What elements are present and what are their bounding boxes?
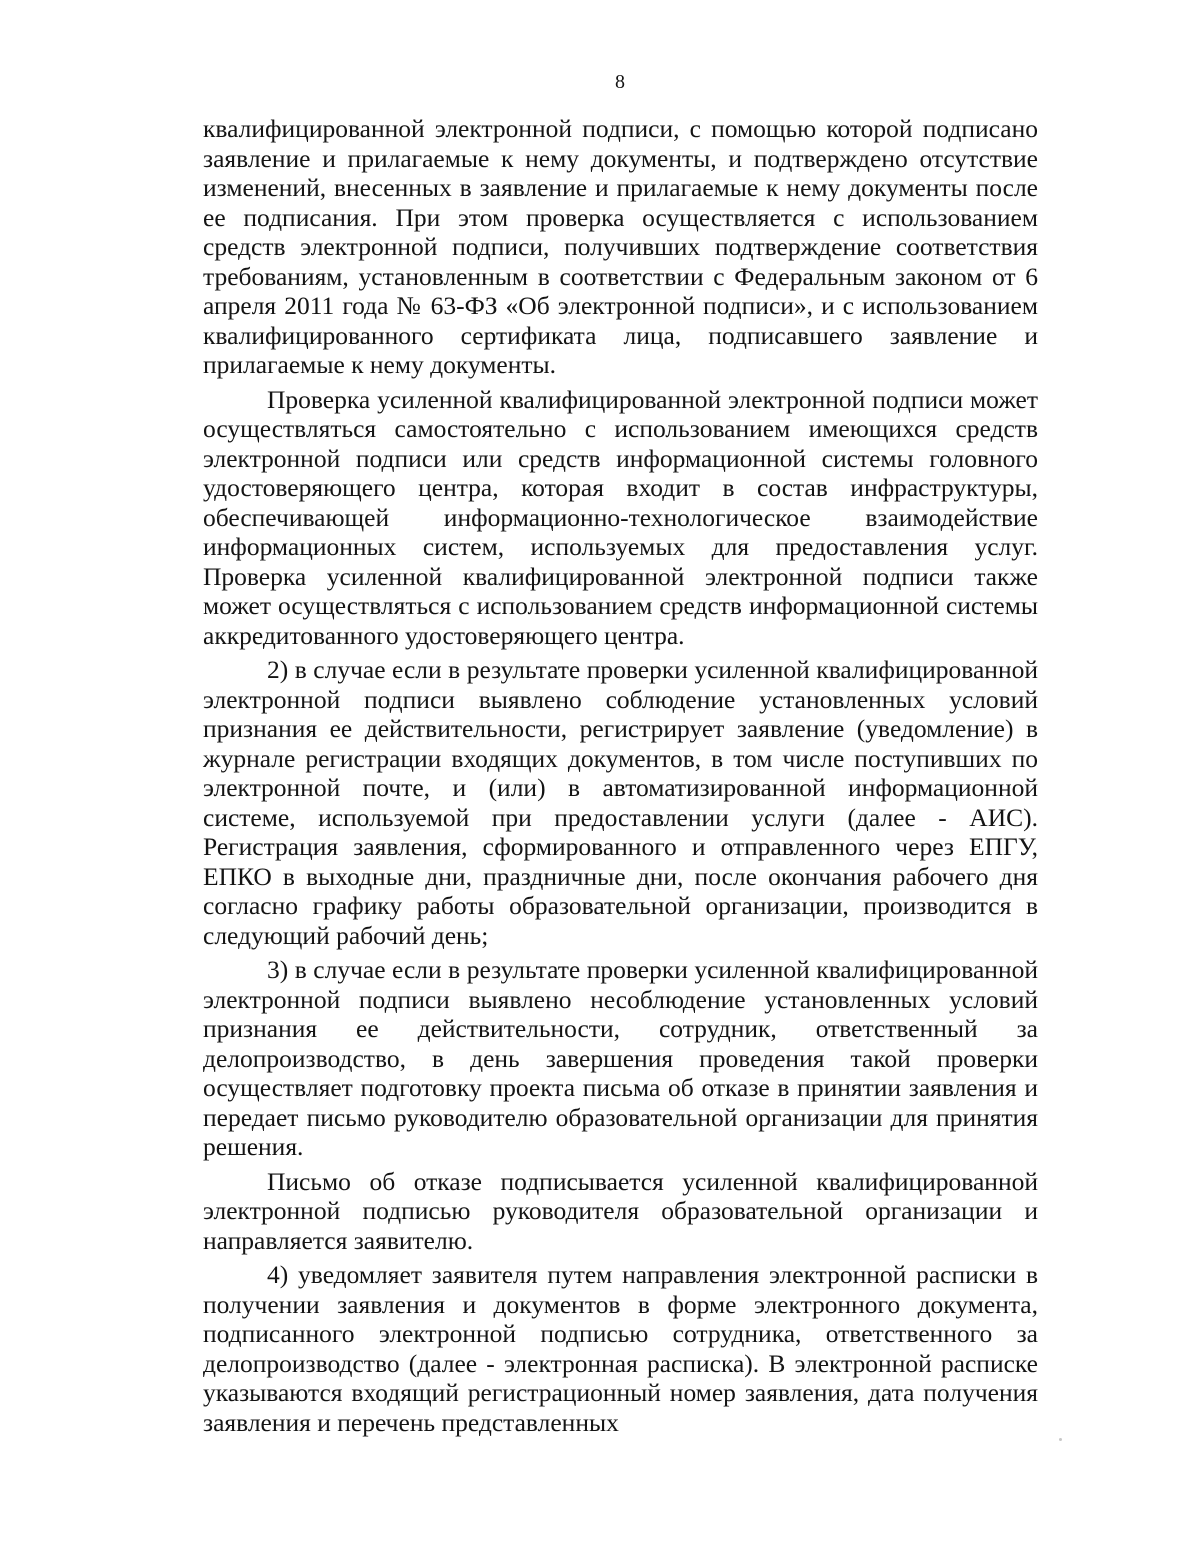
scan-dot [1059, 1438, 1062, 1441]
list-item-4: 4) уведомляет заявителя путем направления электронной расписки в получении заявления и документов в форме электронного документа, подписанного электронной подписью сотрудника, ответственного за делопроизводство (далее - электронная расписка). В электронной расписке указываются входящий регистрационный номер заявления, дата получения заявления и перечень представленных [203, 1260, 1038, 1437]
list-item-3: 3) в случае если в результате проверки усиленной квалифицированной электронной подписи выявлено несоблюдение установленных условий признания ее действительности, сотрудник, ответственный за делопроизводство, в день завершения проведения такой проверки осуществляет подготовку проекта письма об отказе в принятии заявления и передает письмо руководителю образовательной организации для принятия решения. [203, 955, 1038, 1161]
paragraph-continuation: квалифицированной электронной подписи, с помощью которой подписано заявление и прилагаемые к нему документы, и подтверждено отсутствие изменений, внесенных в заявление и прилагаемые к нему документы после ее подписания. При этом проверка осуществляется с использованием средств электронной подписи, получивших подтверждение соответствия требованиям, установленным в соответствии с Федеральным законом от 6 апреля 2011 года № 63-ФЗ «Об электронной подписи», и с использованием квалифицированного сертификата лица, подписавшего заявление и прилагаемые к нему документы. [203, 114, 1038, 379]
paragraph-signature-verification: Проверка усиленной квалифицированной электронной подписи может осуществляться самостоятельно с использованием имеющихся средств электронной подписи или средств информационной системы головного удостоверяющего центра, которая входит в состав инфраструктуры, обеспечивающей информационно-технологическое взаимодействие информационных систем, используемых для предоставления услуг. Проверка усиленной квалифицированной электронной подписи также может осуществляться с использованием средств информационной системы аккредитованного удостоверяющего центра. [203, 384, 1038, 650]
list-item-2: 2) в случае если в результате проверки усиленной квалифицированной электронной подписи выявлено соблюдение установленных условий признания ее действительности, регистрирует заявление (уведомление) в журнале регистрации входящих документов, в том числе поступивших по электронной почте, и (или) в автоматизированной информационной системе, используемой при предоставлении услуги (далее - АИС). Регистрация заявления, сформированного и отправленного через ЕПГУ, ЕПКО в выходные дни, праздничные дни, после окончания рабочего дня согласно графику работы образовательной организации, производится в следующий рабочий день; [203, 655, 1038, 950]
paragraph-refusal-letter: Письмо об отказе подписывается усиленной квалифицированной электронной подписью руководителя образовательной организации и направляется заявителю. [203, 1166, 1038, 1255]
document-body [203, 114, 1038, 1442]
page-number: 8 [615, 71, 625, 93]
